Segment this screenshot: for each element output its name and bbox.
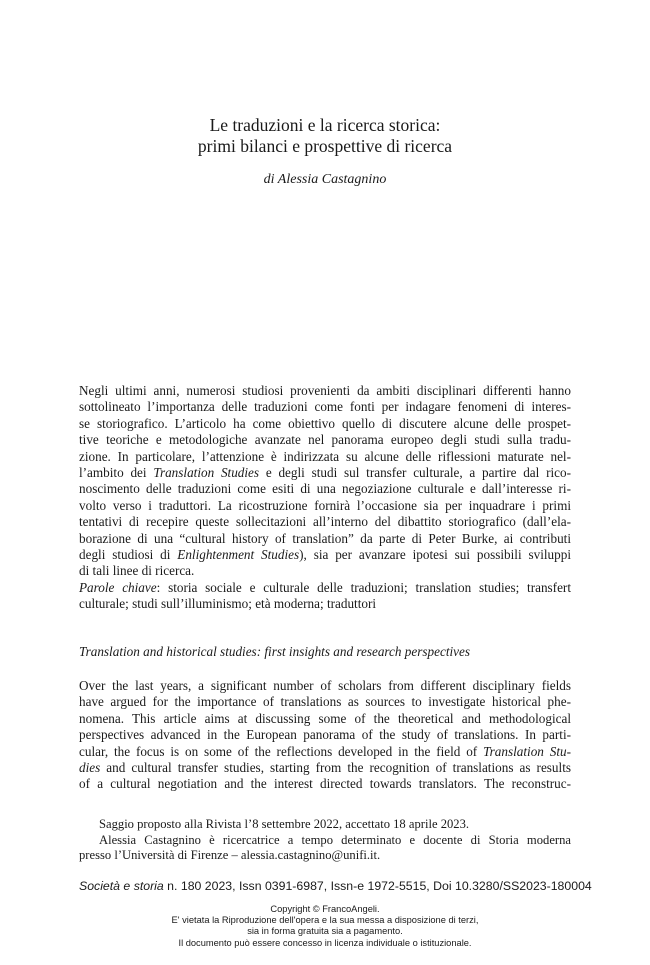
abstract-it-line: volto verso i traduttori. La ricostruzione fornirà l’occasione sia per inquadrare i primi: [79, 497, 571, 513]
keywords-line: [79, 580, 571, 596]
title-line-2: primi bilanci e prospettive di ricerca: [197, 136, 453, 156]
abstract-en-line: [79, 760, 571, 776]
abstract-it-line: tentativi di recepire queste sollecitazioni all’interno del dibattito storiografico (dall’ela-: [79, 514, 571, 530]
copyright-line: sia in forma gratuita sia a pagamento.: [247, 926, 403, 937]
text-run: e degli studi sul transfer culturale, a partire dal rico-: [259, 465, 571, 481]
copyright-line: Il documento può essere concesso in licenza individuale o istituzionale.: [178, 937, 472, 948]
abstract-it-line: borazione di una “cultural history of translation” da parte di Peter Burke, ai contributi: [79, 530, 571, 546]
abstract-it-line: sottolineato l’importanza delle traduzioni come fonti per indagare fenomeni di interes-: [79, 399, 571, 415]
title-line-1: Le traduzioni e la ricerca storica:: [209, 115, 441, 135]
author-byline: di Alessia Castagnino: [263, 172, 387, 187]
abstract-it-line: tive teoriche e metodologiche avanzate nel panorama europeo degli studi sulla tradu-: [79, 432, 571, 448]
text-run: and cultural transfer studies, starting from the recognition of translations as results: [100, 760, 571, 776]
citation-details: n. 180 2023, Issn 0391-6987, Issn-e 1972-5515, Doi 10.3280/SS2023-180004: [163, 879, 592, 893]
abstract-it-line: di tali linee di ricerca.: [79, 563, 195, 579]
abstract-en-line: nomena. This article aims at discussing some of the theoretical and methodological: [79, 710, 571, 726]
footnote: [79, 817, 571, 864]
abstract-it-line: zione. In particolare, l’attenzione è indirizzata su alcune delle riflessioni maturate nel-: [79, 448, 571, 464]
abstract-en-line: have argued for the importance of translations as sources to investigate historical phe-: [79, 694, 571, 710]
italic-term: Enlightenment Studies: [177, 547, 300, 563]
copyright-notice: [0, 904, 650, 949]
abstract-en-line: Over the last years, a significant number of scholars from different disciplinary fields: [79, 678, 571, 693]
copyright-line: Copyright © FrancoAngeli.: [270, 904, 380, 914]
journal-name: Società e storia: [79, 879, 164, 893]
italic-term: Translation Studies: [153, 465, 260, 481]
journal-citation: [79, 879, 592, 893]
keywords-line: culturale; studi sull’illuminismo; età moderna; traduttori: [79, 596, 377, 612]
text-run: cular, the focus is on some of the reflections developed in the field of: [79, 743, 484, 759]
abstract-italian: [79, 383, 571, 580]
english-title: Translation and historical studies: first insights and research perspectives: [79, 644, 470, 659]
abstract-en-line: [79, 744, 571, 760]
text-run: l’ambito dei: [79, 465, 154, 481]
text-run: ), sia per avanzare ipotesi sui possibili sviluppi: [299, 547, 571, 563]
abstract-it-line: Negli ultimi anni, numerosi studiosi provenienti da ambiti disciplinari differenti hanno: [79, 383, 571, 398]
copyright-line: E' vietata la Riproduzione dell'opera e la sua messa a disposizione di terzi,: [171, 915, 479, 926]
footnote-line: presso l’Università di Firenze – alessia.castagnino@unifi.it.: [79, 848, 381, 863]
footnote-line: Saggio proposto alla Rivista l’8 settembre 2022, accettato 18 aprile 2023.: [99, 817, 470, 831]
footnote-line: Alessia Castagnino è ricercatrice a tempo determinato e docente di Storia moderna: [99, 832, 571, 847]
keywords-paragraph: [79, 580, 571, 613]
abstract-en-line: of a cultural negotiation and the interest directed towards translators. The reconstruc-: [79, 776, 571, 792]
abstract-it-line: se storiografico. L’articolo ha come obiettivo quello di discutere alcune delle prospet-: [79, 415, 571, 431]
abstract-english: [79, 678, 571, 793]
abstract-it-line: [79, 465, 571, 481]
text-run: : storia sociale e culturale delle traduzioni; translation studies; transfert: [156, 580, 571, 595]
italic-term: dies: [79, 760, 101, 776]
abstract-it-line: [79, 547, 571, 563]
text-run: degli studiosi di: [79, 547, 178, 563]
article-title: [0, 115, 650, 157]
abstract-en-line: perspectives advanced in the European panorama of the study of translations. In parti-: [79, 727, 571, 743]
keywords-label: Parole chiave: [79, 580, 157, 595]
italic-term: Translation Stu-: [483, 743, 571, 759]
abstract-it-line: noscimento delle traduzioni come esiti di una negoziazione culturale e dall’interesse ri-: [79, 481, 571, 497]
